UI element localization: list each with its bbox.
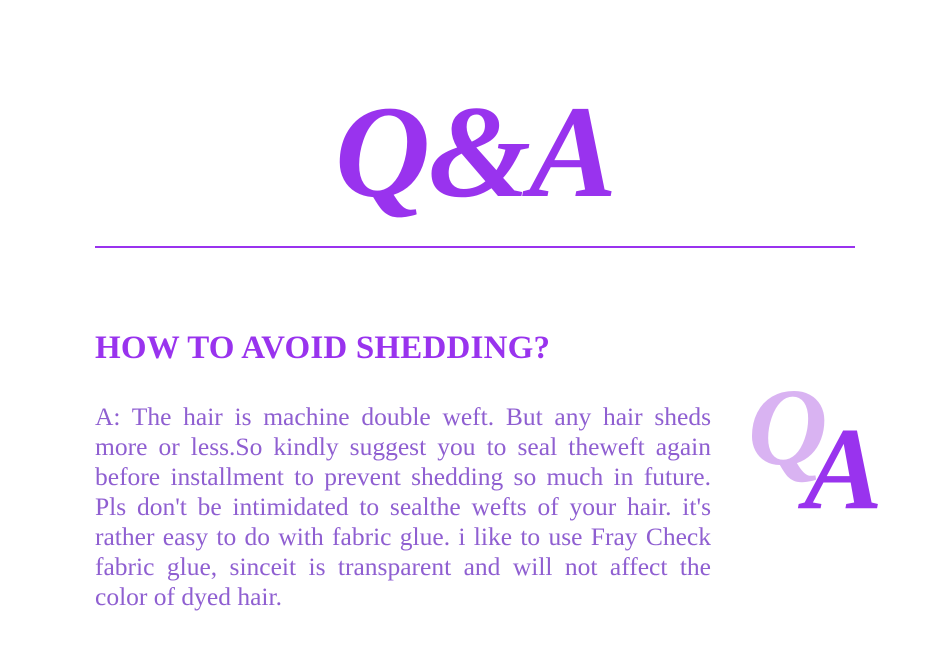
title-block <box>0 78 950 225</box>
watermark-q-letter: Q <box>748 366 828 488</box>
answer-paragraph: A: The hair is machine double weft. But any hair sheds more or less.So kindly suggest you to seal theweft again before installment to prevent shedding so much in future. Pls don't be intimidated to sealthe wefts of your hair. it's rather easy to do with fabric glue. i like to use Fray Check fabric glue, sinceit is transparent and will not affect the color of dyed hair. <box>95 402 711 611</box>
horizontal-divider <box>95 246 855 248</box>
section-heading: HOW TO AVOID SHEDDING? <box>95 330 551 366</box>
page-title: Q&A <box>334 78 616 225</box>
qa-watermark <box>748 366 908 542</box>
watermark-a-letter: A <box>804 403 883 534</box>
